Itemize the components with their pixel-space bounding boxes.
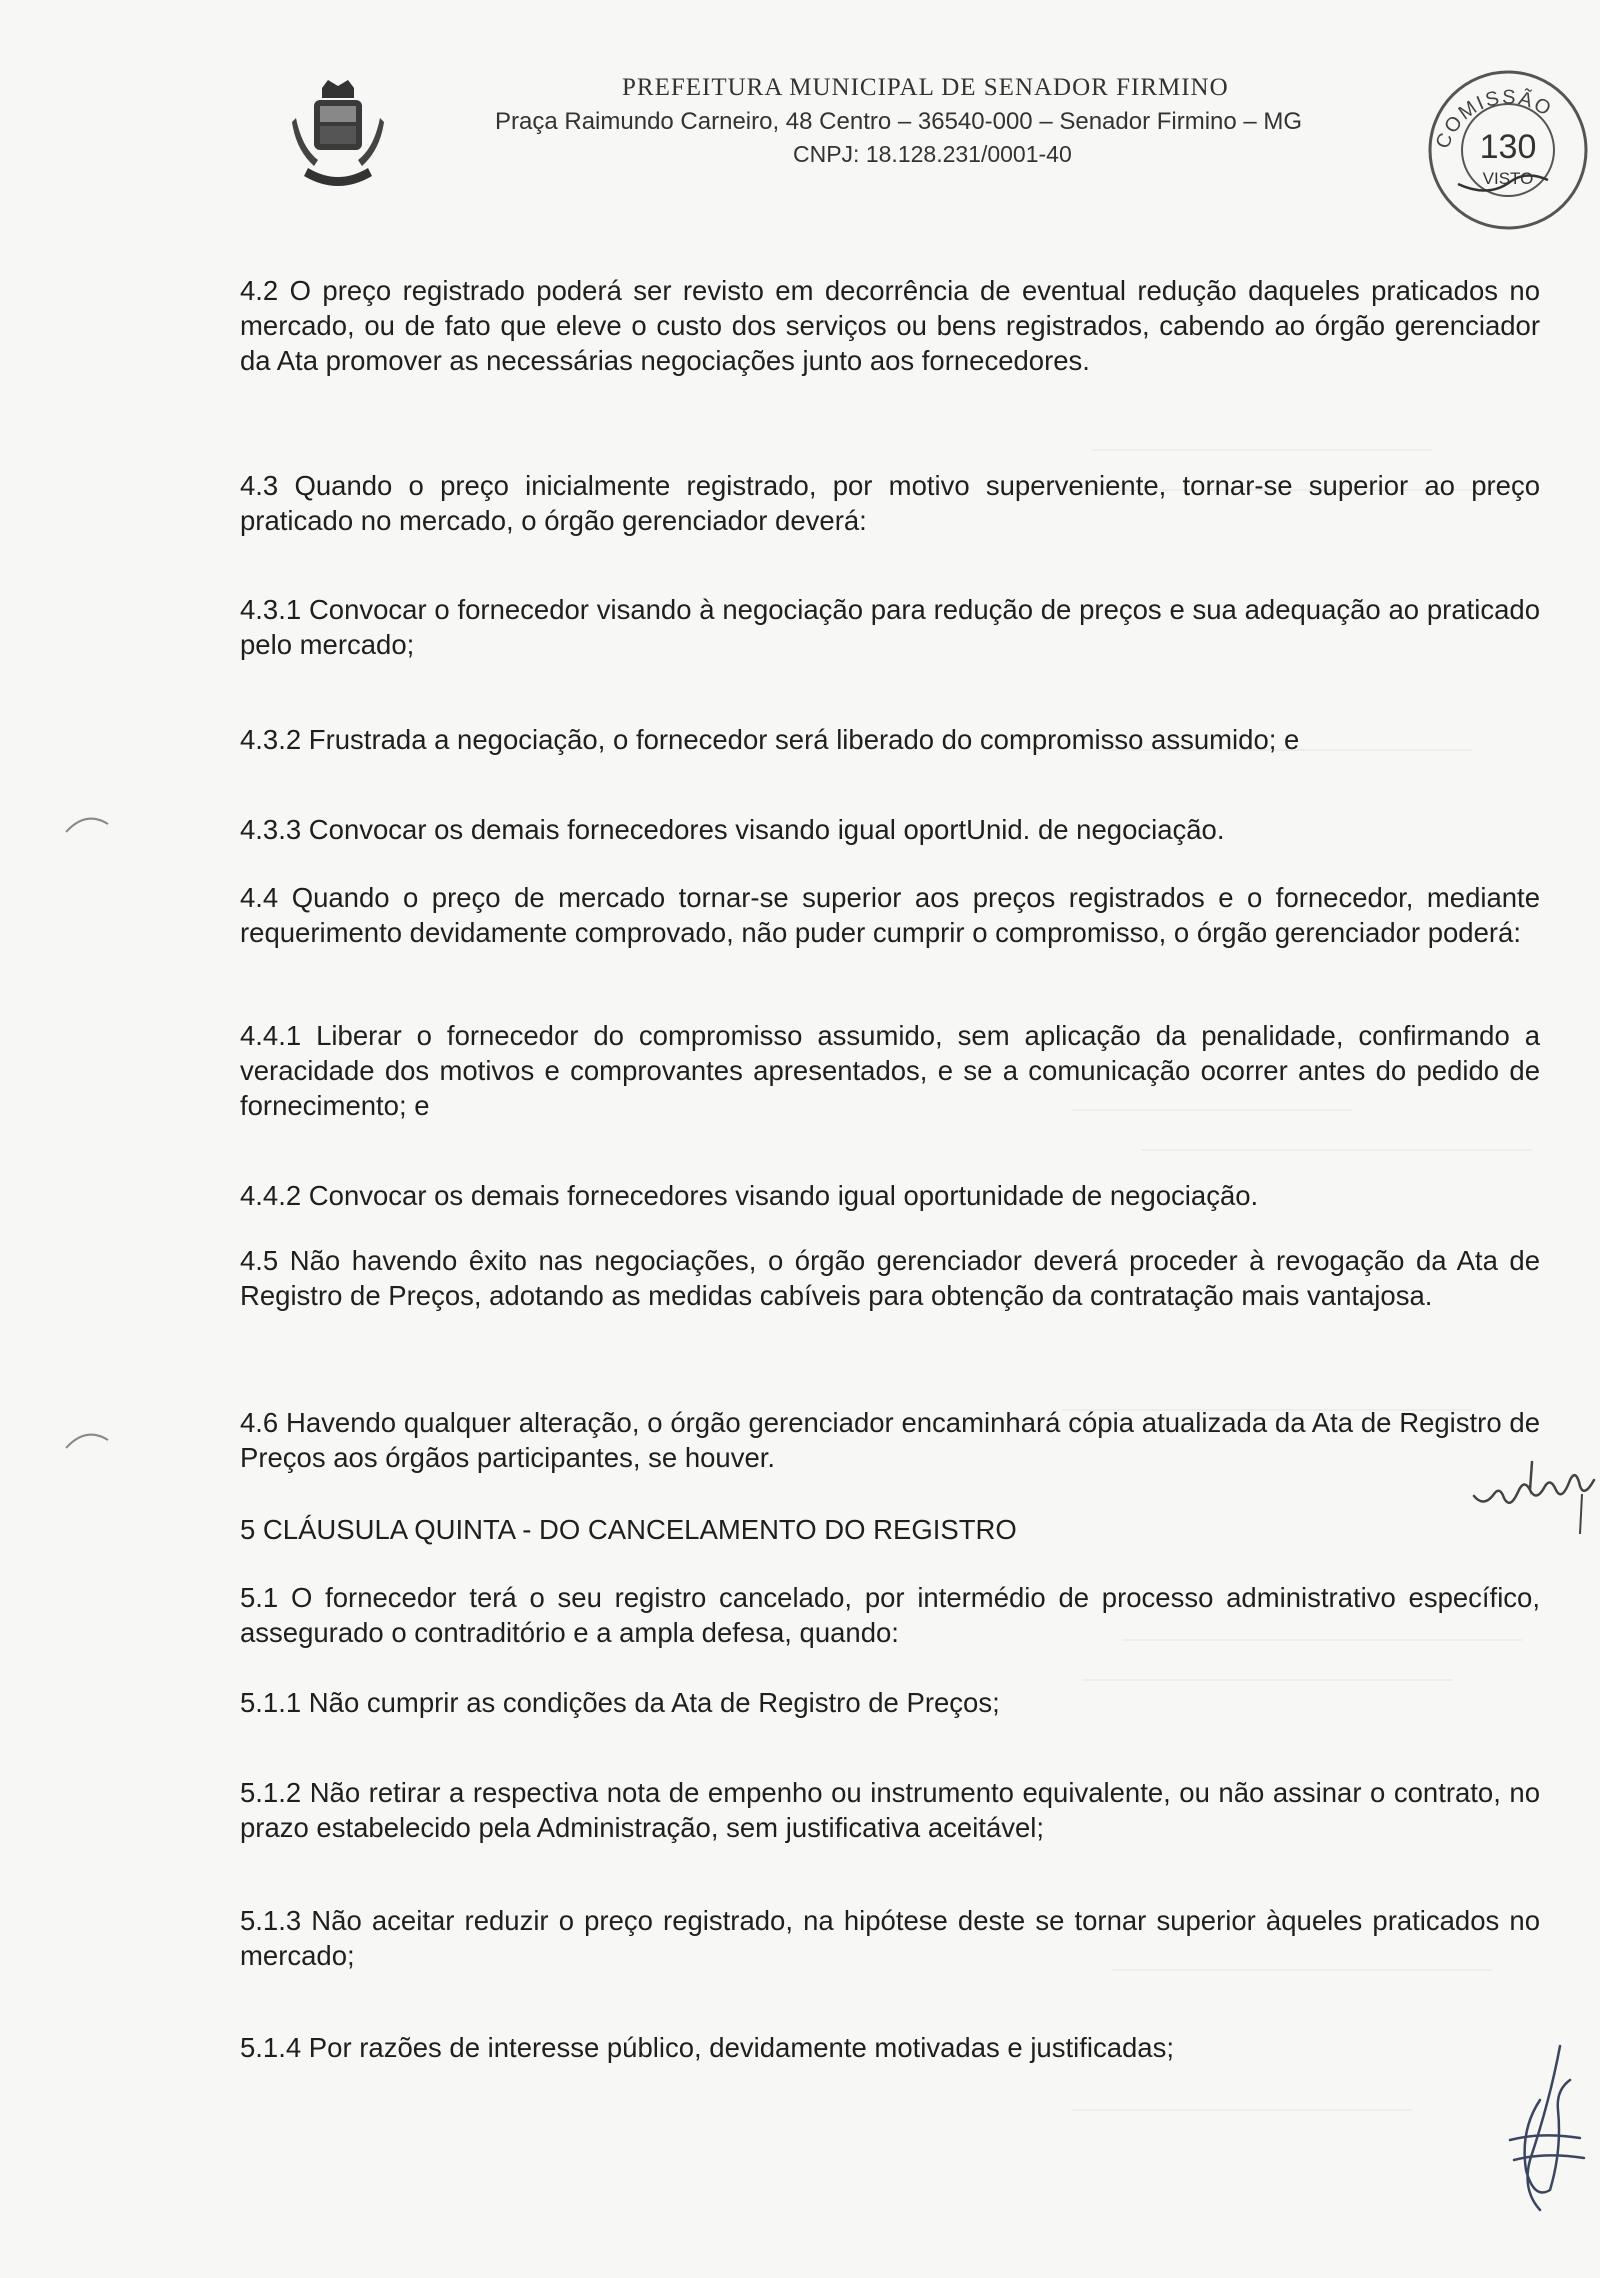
paragraph-4-4: 4.4 Quando o preço de mercado tornar-se superior aos preços registrados e o fornecedor, mediante requerimento devidamente comprovado, não puder cumprir o compromisso, o órgão gerenciador poderá: xyxy=(240,882,1540,948)
section-heading-5: 5 CLÁUSULA QUINTA - DO CANCELAMENTO DO REGISTRO xyxy=(240,1514,1017,1545)
paragraph-4-2: 4.2 O preço registrado poderá ser revisto em decorrência de eventual redução daqueles praticados no mercado, ou de fato que eleve o custo dos serviços ou bens registrados, cabendo ao órgão gerenciador da Ata promover as necessárias negociações junto aos fornecedores. xyxy=(240,275,1540,376)
paragraph-4-3: 4.3 Quando o preço inicialmente registrado, por motivo superveniente, tornar-se superior ao preço praticado no mercado, o órgão gerenciador deverá: xyxy=(240,470,1540,536)
handwritten-initials-icon xyxy=(1470,1450,1600,1540)
punch-hole-mark-bottom xyxy=(62,1424,112,1454)
paragraph-5-1-2: 5.1.2 Não retirar a respectiva nota de empenho ou instrumento equivalente, ou não assinar o contrato, no prazo estabelecido pela Administração, sem justificativa aceitável; xyxy=(240,1777,1540,1843)
paragraph-5-1-3: 5.1.3 Não aceitar reduzir o preço registrado, na hipótese deste se tornar superior àqueles praticados no mercado; xyxy=(240,1905,1540,1971)
paragraph-4-3-1: 4.3.1 Convocar o fornecedor visando à negociação para redução de preços e sua adequação ao praticado pelo mercado; xyxy=(240,594,1540,660)
header-address: Praça Raimundo Carneiro, 48 Centro – 36540-000 – Senador Firmino – MG xyxy=(495,108,1303,135)
commission-stamp xyxy=(1418,58,1598,238)
header-cnpj: CNPJ: 18.128.231/0001-40 xyxy=(793,141,1072,167)
paragraph-5-1: 5.1 O fornecedor terá o seu registro cancelado, por intermédio de processo administrativo específico, assegurado o contraditório e a ampla defesa, quando: xyxy=(240,1582,1540,1648)
paragraph-4-3-2: 4.3.2 Frustrada a negociação, o fornecedor será liberado do compromisso assumido; e xyxy=(240,724,1300,755)
stamp-top-text: COMISSÃO xyxy=(1431,86,1557,152)
paragraph-4-6: 4.6 Havendo qualquer alteração, o órgão gerenciador encaminhará cópia atualizada da Ata de Registro de Preços aos órgãos participantes, se houver. xyxy=(240,1407,1540,1473)
paragraph-5-1-1: 5.1.1 Não cumprir as condições da Ata de Registro de Preços; xyxy=(240,1687,1000,1718)
stamp-label: VISTO xyxy=(1482,169,1534,188)
paragraph-4-3-3: 4.3.3 Convocar os demais fornecedores visando igual oportUnid. de negociação. xyxy=(240,814,1225,845)
municipal-crest-icon xyxy=(292,78,384,196)
paragraph-4-4-1: 4.4.1 Liberar o fornecedor do compromisso assumido, sem aplicação da penalidade, confirmando a veracidade dos motivos e comprovantes apresentados, e se a comunicação ocorrer antes do pedido de fornecimento; e xyxy=(240,1020,1540,1121)
punch-hole-mark-top xyxy=(62,808,112,838)
paragraph-4-4-2: 4.4.2 Convocar os demais fornecedores visando igual oportunidade de negociação. xyxy=(240,1180,1259,1211)
signature-scribble-icon xyxy=(1500,2040,1590,2220)
paragraph-5-1-4: 5.1.4 Por razões de interesse público, devidamente motivadas e justificadas; xyxy=(240,2032,1174,2063)
header-title: PREFEITURA MUNICIPAL DE SENADOR FIRMINO xyxy=(622,74,1229,101)
paragraph-4-5: 4.5 Não havendo êxito nas negociações, o órgão gerenciador deverá proceder à revogação da Ata de Registro de Preços, adotando as medidas cabíveis para obtenção da contratação mais vantajosa. xyxy=(240,1245,1540,1311)
stamp-number: 130 xyxy=(1479,128,1537,166)
